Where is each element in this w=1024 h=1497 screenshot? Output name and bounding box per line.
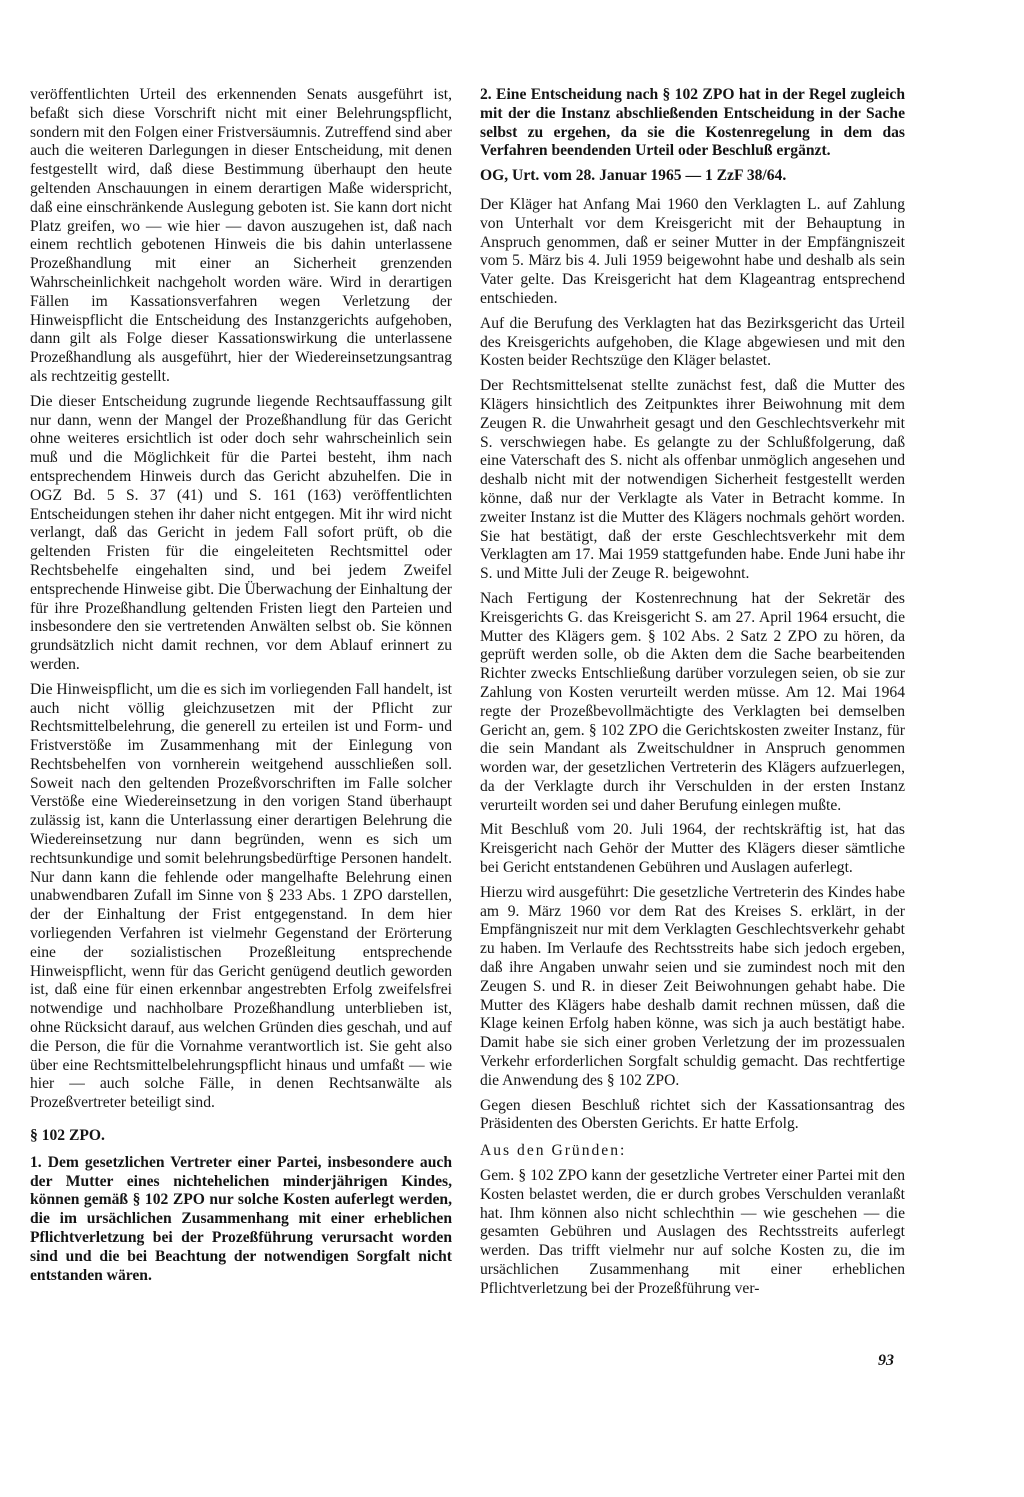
body-paragraph: Auf die Berufung des Verklagten hat das Bezirksgericht das Urteil des Kreisgerichts aufgehoben, die Klage abgewiesen und mit den Kosten beider Rechtszüge den Kläger belastet. xyxy=(480,314,905,370)
page-number: 93 xyxy=(878,1352,894,1369)
body-paragraph: Der Rechtsmittelsenat stellte zunächst fest, daß die Mutter des Klägers hinsichtlich des Zeitpunktes ihrer Beiwohnung mit dem Zeugen R. die Unwahrheit gesagt und den Geschlechtsverkehr mit S. verschwiegen habe. Es gelangte zu der Schlußfolgerung, daß eine Vaterschaft des S. nicht als offenbar unmöglich angesehen und deshalb nicht mit der notwendigen Sicherheit festgestellt werden könne, daß nur der Verklagte als Vater in Betracht komme. In zweiter Instanz ist die Mutter des Klägers nochmals gehört worden. Sie hat bestätigt, daß der erste Geschlechtsverkehr mit dem Verklagten am 17. Mai 1959 stattgefunden habe. Ende Juni habe ihr S. und Mitte Juli der Zeuge R. beigewohnt. xyxy=(480,377,905,583)
body-paragraph: veröffentlichten Urteil des erkennenden Senats ausgeführt ist, befaßt sich diese Vorschrift nicht mit einer Belehrungspflicht, sondern mit den Folgen einer Fristversäumnis. Zutreffend sind aber auch die weiteren Darlegungen in dieser Entscheidung, mit denen festgestellt wird, daß diese Bestimmung überhaupt den heute geltenden Anschauungen in einem derartigen Maße widerspricht, daß eine einschränkende Auslegung geboten ist. Sie kann dort nicht Platz greifen, wo — wie hier — davon auszugehen ist, daß nach einem rechtlich gebotenen Hinweis die bis dahin unterlassene Prozeßhandlung mit einer an Sicherheit grenzenden Wahrscheinlichkeit nachgeholt worden wäre. Wird in derartigen Fällen im Kassationsverfahren wegen Verletzung der Hinweispflicht die Entscheidung des Instanzgerichts aufgehoben, dann gilt als Folge dieser Kassationswirkung die unterlassene Prozeßhandlung als ausgeführt, hier der Wiedereinsetzungsantrag als rechtzeitig gestellt. xyxy=(30,86,452,385)
section-heading-102-zpo: § 102 ZPO. xyxy=(30,1127,105,1145)
left-column xyxy=(30,86,452,1291)
reasons-heading: Aus den Gründen: xyxy=(480,1142,627,1160)
body-paragraph: Mit Beschluß vom 20. Juli 1964, der rechtskräftig ist, hat das Kreisgericht nach Gehör der Mutter des Klägers dieser sämtliche bei Gericht entstandenen Gebühren und Auslagen auferlegt. xyxy=(480,821,905,877)
headnote-1: 1. Dem gesetzlichen Vertreter einer Partei, insbesondere auch der Mutter eines nichtehelichen minderjährigen Kindes, können gemäß § 102 ZPO nur solche Kosten auferlegt werden, die im ursächlichen Zusammenhang mit einer erheblichen Pflichtverletzung bei der Prozeßführung verursacht worden sind und die bei Beachtung der notwendigen Sorgfalt nicht entstanden wären. xyxy=(30,1153,452,1284)
body-paragraph: Gem. § 102 ZPO kann der gesetzliche Vertreter einer Partei mit den Kosten belastet werden, die er durch grobes Verschulden veranlaßt hat. Ihm können also nicht schlechthin — wie geschehen — die gesamten Gebühren und Auslagen des Rechtsstreits auferlegt werden. Das trifft vielmehr nur auf solche Kosten zu, die im ursächlichen Zusammenhang mit einer erheblichen Pflichtverletzung bei der Prozeßführung ver- xyxy=(480,1167,905,1297)
body-paragraph: Die dieser Entscheidung zugrunde liegende Rechtsauffassung gilt nur dann, wenn der Mangel der Prozeßhandlung für das Gericht ohne weiteres ersichtlich ist oder doch sehr wahrscheinlich sein muß und die Möglichkeit für die Partei besteht, ihm nach entsprechendem Hinweis durch das Gericht abzuhelfen. Die in OGZ Bd. 5 S. 37 (41) und S. 161 (163) veröffentlichten Entscheidungen stehen ihr daher nicht entgegen. Mit ihr wird nicht verlangt, daß das Gericht in jedem Fall sofort prüft, ob die geltenden Fristen für die eingeleiteten Rechtsmittel oder Rechtsbehelfe eingehalten sind, und bei jedem Zweifel entsprechende Hinweise gibt. Die Überwachung der Einhaltung der für ihre Prozeßhandlung geltenden Fristen liegt den Parteien und insbesondere den sie vertretenden Anwälten selbst ob. Sie können grundsätzlich nicht damit rechnen, vor dem Ablauf erinnert zu werden. xyxy=(30,392,452,673)
body-paragraph: Der Kläger hat Anfang Mai 1960 den Verklagten L. auf Zahlung von Unterhalt vor dem Kreisgericht mit der Behauptung in Anspruch genommen, daß er seiner Mutter in der Empfängniszeit vom 5. März bis 4. Juli 1959 beigewohnt habe und deshalb als sein Vater gelte. Das Kreisgericht hat dem Klageantrag entsprechend entschieden. xyxy=(480,195,905,307)
body-paragraph: Nach Fertigung der Kostenrechnung hat der Sekretär des Kreisgerichts G. das Kreisgericht S. am 27. April 1964 ersucht, die Mutter des Klägers gem. § 102 Abs. 2 Satz 2 ZPO zu hören, da geprüft werden solle, ob die Akten dem die Sache bearbeitenden Richter zwecks Entschließung darüber vorzulegen seien, ob sie zur Zahlung von Kosten verurteilt werden müsse. Am 12. Mai 1964 regte der Prozeßbevollmächtigte des Verklagten bei demselben Gericht an, gem. § 102 ZPO die Gerichtskosten zweiter Instanz, für die sein Mandant als Zweitschuldner in Anspruch genommen worden war, der gesetzlichen Vertreterin des Klägers aufzuerlegen, da der Verklagte durch ihr Verschulden in der ersten Instanz verurteilt worden sei und daher Berufung einlegen mußte. xyxy=(480,589,905,814)
body-paragraph: Gegen diesen Beschluß richtet sich der Kassationsantrag des Präsidenten des Obersten Gerichts. Er hatte Erfolg. xyxy=(480,1096,905,1133)
body-paragraph: Die Hinweispflicht, um die es sich im vorliegenden Fall handelt, ist auch nicht völlig gleichzusetzen mit der Pflicht zur Rechtsmittelbelehrung, die generell zu erteilen ist und Form- und Fristverstöße im Zusammenhang mit der Einlegung von Rechtsbehelfen von vornherein weitgehend ausschließen soll. Soweit nach den geltenden Prozeßvorschriften im Falle solcher Verstöße eine Wiedereinsetzung in den vorigen Stand überhaupt zulässig ist, kann die Unterlassung einer derartigen Belehrung die Wiedereinsetzung nur dann begründen, wenn es sich um rechtsunkundige und somit belehrungsbedürftige Personen handelt. Nur dann kann die fehlende oder mangelhafte Belehrung einen unabwendbaren Zufall im Sinne von § 233 Abs. 1 ZPO darstellen, der der Einhaltung der Frist entgegenstand. In dem hier vorliegenden Verfahren ist vielmehr Gegenstand der Erörterung eine der sozialistischen Prozeßleitung entsprechende Hinweispflicht, wenn für das Gericht genügend deutlich geworden ist, daß eine für einen erkennbar angestrebten Erfolg zweifelsfrei notwendige und nachholbare Prozeßhandlung unterblieben ist, ohne Rücksicht darauf, aus welchen Gründen dies geschah, und auf die Person, die für die Vornahme verantwortlich ist. Sie geht also über eine Rechtsmittelbelehrungspflicht hinaus und umfaßt — wie hier — auch solche Fälle, in denen Rechtsanwälte als Prozeßvertreter beteiligt sind. xyxy=(30,680,452,1112)
headnote-2: 2. Eine Entscheidung nach § 102 ZPO hat in der Regel zugleich mit der die Instanz abschließenden Entscheidung in der Sache selbst zu ergehen, da sie die Kostenregelung in dem das Verfahren beendenden Urteil oder Beschluß ergänzt. xyxy=(480,86,905,160)
right-column xyxy=(480,86,905,1305)
body-paragraph: Hierzu wird ausgeführt: Die gesetzliche Vertreterin des Kindes habe am 9. März 1960 vor dem Rat des Kreises S. erklärt, in der Empfängniszeit nur mit dem Verklagten Geschlechtsverkehr gehabt zu haben. Im Verlaufe des Rechtsstreits habe sich jedoch ergeben, daß ihre Angaben unwahr seien und sie zumindest noch mit den Zeugen S. und R. in dieser Zeit Beiwohnungen gehabt habe. Die Mutter des Klägers habe deshalb damit rechnen müssen, daß die Klage keinen Erfolg haben könne, was sich ja auch bestätigt habe. Damit habe sie sich einer groben Verletzung der im prozessualen Verkehr erforderlichen Sorgfalt schuldig gemacht. Das rechtfertige die Anwendung des § 102 ZPO. xyxy=(480,883,905,1089)
case-citation: OG, Urt. vom 28. Januar 1965 — 1 ZzF 38/64. xyxy=(480,167,787,185)
